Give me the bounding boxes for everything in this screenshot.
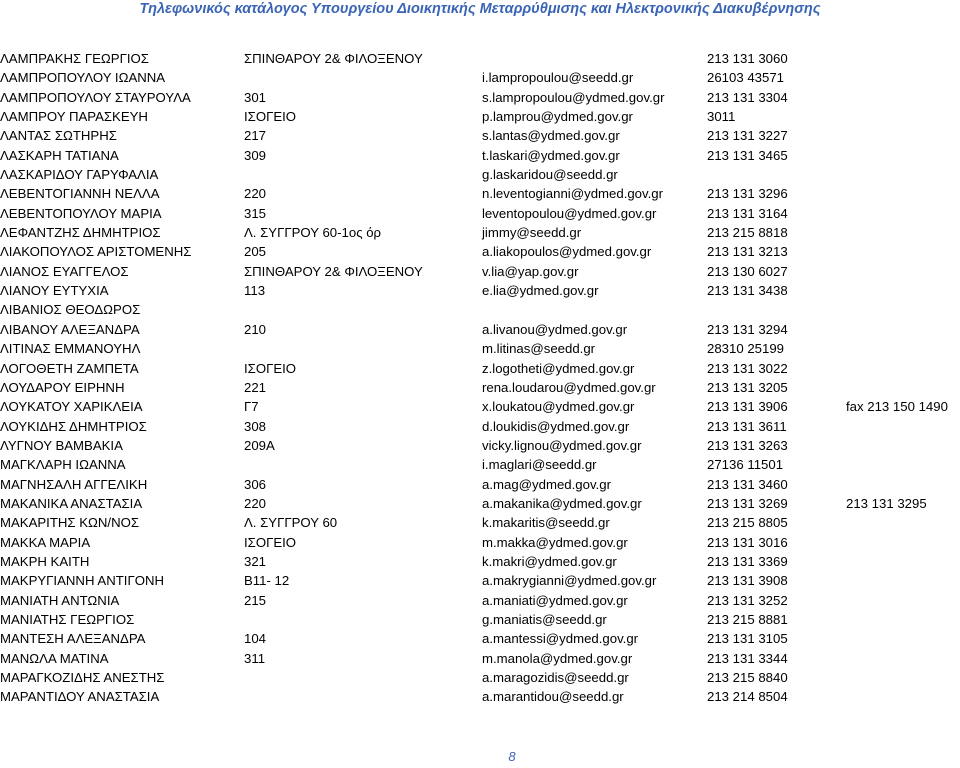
contact-office: 309 xyxy=(244,147,267,163)
contact-name: ΛΑΝΤΑΣ ΣΩΤΗΡΗΣ xyxy=(0,128,117,144)
contact-email: i.maglari@seedd.gr xyxy=(482,457,597,473)
contact-office: ΙΣΟΓΕΙΟ xyxy=(244,109,297,125)
table-row xyxy=(0,629,960,648)
contact-office: Λ. ΣΥΓΓΡΟΥ 60 xyxy=(244,515,338,531)
contact-phone: 26103 43571 xyxy=(707,70,785,86)
contact-phone: 213 131 3269 xyxy=(707,495,788,511)
contact-phone: 213 131 3369 xyxy=(707,553,788,569)
contact-name: ΜΑΚΡΥΓΙΑΝΝΗ ΑΝΤΙΓΟΝΗ xyxy=(0,573,165,589)
contact-email: z.logotheti@ydmed.gov.gr xyxy=(482,360,635,376)
table-row xyxy=(0,475,960,494)
contact-office: 210 xyxy=(244,321,267,337)
contact-phone: 213 215 8840 xyxy=(707,670,788,685)
table-row xyxy=(0,378,960,397)
contact-name: ΛΥΓΝΟΥ ΒΑΜΒΑΚΙΑ xyxy=(0,437,123,453)
contact-name: ΜΑΓΝΗΣΑΛΗ ΑΓΓΕΛΙΚΗ xyxy=(0,476,148,492)
contact-name: ΛΑΜΠΡΟΠΟΥΛΟΥ ΙΩΑΝΝΑ xyxy=(0,70,166,86)
contact-phone: 213 131 3296 xyxy=(707,186,788,202)
contact-phone: 213 215 8881 xyxy=(707,611,788,627)
contact-name: ΛΙΑΝΟΥ ΕΥΤΥΧΙΑ xyxy=(0,283,109,299)
contact-email: a.makrygianni@ydmed.gov.gr xyxy=(482,573,657,589)
table-row xyxy=(0,320,960,339)
table-row xyxy=(0,359,960,378)
table-row xyxy=(0,436,960,455)
contact-office: Γ7 xyxy=(244,399,259,415)
contact-name: ΛΙΑΚΟΠΟΥΛΟΣ ΑΡΙΣΤΟΜΕΝΗΣ xyxy=(0,244,192,260)
contact-phone: 3011 xyxy=(707,109,736,125)
contact-email: g.maniatis@seedd.gr xyxy=(482,611,607,627)
table-row xyxy=(0,262,960,281)
contact-office: 209Α xyxy=(244,437,275,453)
table-row xyxy=(0,146,960,165)
contact-office: 321 xyxy=(244,553,267,569)
contact-name: ΜΑΡΑΓΚΟΖΙΔΗΣ ΑΝΕΣΤΗΣ xyxy=(0,670,165,685)
contact-name: ΛΑΜΠΡΟΠΟΥΛΟΥ ΣΤΑΥΡΟΥΛΑ xyxy=(0,89,191,105)
contact-email: p.lamprou@ydmed.gov.gr xyxy=(482,109,633,125)
table-row xyxy=(0,591,960,610)
contact-name: ΛΟΓΟΘΕΤΗ ΖΑΜΠΕΤΑ xyxy=(0,360,139,376)
contact-email: a.mantessi@ydmed.gov.gr xyxy=(482,631,639,647)
contact-email: n.leventogianni@ydmed.gov.gr xyxy=(482,186,664,202)
contact-office: 113 xyxy=(244,283,266,299)
contact-office: 215 xyxy=(244,592,267,608)
contact-name: ΛΑΣΚΑΡΗ ΤΑΤΙΑΝΑ xyxy=(0,147,119,163)
contact-email: d.loukidis@ydmed.gov.gr xyxy=(482,418,630,434)
table-row xyxy=(0,165,960,184)
contact-phone: 213 214 8504 xyxy=(707,689,788,705)
contact-name: ΜΑΝΤΕΣΗ ΑΛΕΞΑΝΔΡΑ xyxy=(0,631,146,647)
contact-phone: 213 131 3105 xyxy=(707,631,788,647)
table-row xyxy=(0,649,960,668)
contact-name: ΛΙΑΝΟΣ ΕΥΑΓΓΕΛΟΣ xyxy=(0,263,129,279)
contact-phone: 213 215 8805 xyxy=(707,515,788,531)
contact-name: ΛΙΒΑΝΟΥ ΑΛΕΞΑΝΔΡΑ xyxy=(0,321,140,337)
contact-phone: 213 131 3611 xyxy=(707,418,787,434)
contact-email: k.makri@ydmed.gov.gr xyxy=(482,553,617,569)
contact-office: ΙΣΟΓΕΙΟ xyxy=(244,534,297,550)
table-row xyxy=(0,513,960,532)
contact-email: a.maragozidis@seedd.gr xyxy=(482,670,629,685)
contact-phone: 213 131 3213 xyxy=(707,244,788,260)
table-row xyxy=(0,184,960,203)
contact-email: m.makka@ydmed.gov.gr xyxy=(482,534,628,550)
contact-email: a.livanou@ydmed.gov.gr xyxy=(482,321,628,337)
page-header-title: Τηλεφωνικός κατάλογος Υπουργείου Διοικητικής Μεταρρύθμισης και Ηλεκτρονικής Διακυβέρνησης xyxy=(139,1,821,17)
contact-phone: 213 131 3022 xyxy=(707,360,788,376)
table-row xyxy=(0,49,960,68)
contact-phone: 213 131 3263 xyxy=(707,437,788,453)
contact-office: 104 xyxy=(244,631,267,647)
contact-name: ΜΑΚΡΗ ΚΑΙΤΗ xyxy=(0,553,90,569)
contact-name: ΜΑΓΚΛΑΡΗ ΙΩΑΝΝΑ xyxy=(0,457,126,473)
table-row xyxy=(0,397,960,416)
contact-phone: 27136 11501 xyxy=(707,457,784,473)
contact-email: a.makanika@ydmed.gov.gr xyxy=(482,495,642,511)
contact-extra-number: 213 131 3295 xyxy=(846,495,927,511)
table-row xyxy=(0,417,960,436)
table-row xyxy=(0,242,960,261)
contact-phone: 213 131 3465 xyxy=(707,147,788,163)
contact-phone: 213 131 3060 xyxy=(707,51,788,66)
contact-email: e.lia@ydmed.gov.gr xyxy=(482,283,599,299)
contact-email: s.lantas@ydmed.gov.gr xyxy=(482,128,620,144)
contact-name: ΛΕΒΕΝΤΟΓΙΑΝΝΗ ΝΕΛΛΑ xyxy=(0,186,160,202)
contact-phone: 213 215 8818 xyxy=(707,225,788,241)
table-row xyxy=(0,687,960,706)
contact-office: ΣΠΙΝΘΑΡΟΥ 2& ΦΙΛΟΞΕΝΟΥ xyxy=(244,51,423,66)
contact-email: t.laskari@ydmed.gov.gr xyxy=(482,147,620,163)
contact-phone: 213 131 3438 xyxy=(707,283,788,299)
contact-email: i.lampropoulou@seedd.gr xyxy=(482,70,634,86)
contact-name: ΜΑΚΚΑ ΜΑΡΙΑ xyxy=(0,534,91,550)
contact-office: 311 xyxy=(244,650,266,666)
contact-email: a.mag@ydmed.gov.gr xyxy=(482,476,611,492)
table-row xyxy=(0,668,960,687)
contact-name: ΜΑΡΑΝΤΙΔΟΥ ΑΝΑΣΤΑΣΙΑ xyxy=(0,689,160,705)
contact-phone: 213 131 3344 xyxy=(707,650,788,666)
table-row xyxy=(0,88,960,107)
table-row xyxy=(0,455,960,474)
contact-name: ΜΑΚΑΝΙΚΑ ΑΝΑΣΤΑΣΙΑ xyxy=(0,495,143,511)
table-row xyxy=(0,204,960,223)
contact-phone: 213 131 3205 xyxy=(707,379,788,395)
contact-email: g.laskaridou@seedd.gr xyxy=(482,167,618,183)
contact-name: ΛΟΥΔΑΡΟΥ ΕΙΡΗΝΗ xyxy=(0,379,125,395)
contact-email: k.makaritis@seedd.gr xyxy=(482,515,610,531)
contact-phone: 213 131 3227 xyxy=(707,128,788,144)
contact-office: 220 xyxy=(244,495,267,511)
phone-directory-table xyxy=(0,49,960,707)
table-row xyxy=(0,223,960,242)
contact-office: 220 xyxy=(244,186,267,202)
contact-email: a.maniati@ydmed.gov.gr xyxy=(482,592,628,608)
table-row xyxy=(0,68,960,87)
contact-name: ΛΙΒΑΝΙΟΣ ΘΕΟΔΩΡΟΣ xyxy=(0,302,141,318)
contact-email: jimmy@seedd.gr xyxy=(482,225,582,241)
contact-office: 308 xyxy=(244,418,267,434)
contact-office: 315 xyxy=(244,205,267,221)
contact-email: leventopoulou@ydmed.gov.gr xyxy=(482,205,657,221)
contact-name: ΛΕΒΕΝΤΟΠΟΥΛΟΥ ΜΑΡΙΑ xyxy=(0,205,162,221)
page-number: 8 xyxy=(508,749,516,764)
contact-name: ΜΑΚΑΡΙΤΗΣ ΚΩΝ/ΝΟΣ xyxy=(0,515,140,531)
contact-office: 306 xyxy=(244,476,267,492)
table-row xyxy=(0,281,960,300)
table-row xyxy=(0,339,960,358)
contact-phone: 213 131 3908 xyxy=(707,573,788,589)
contact-name: ΜΑΝΩΛΑ ΜΑΤΙΝΑ xyxy=(0,650,109,666)
contact-email: a.marantidou@seedd.gr xyxy=(482,689,624,705)
contact-phone: 213 131 3304 xyxy=(707,89,788,105)
contact-office: 205 xyxy=(244,244,267,260)
contact-email: rena.loudarou@ydmed.gov.gr xyxy=(482,379,656,395)
contact-email: m.litinas@seedd.gr xyxy=(482,341,596,357)
contact-name: ΛΟΥΚΙΔΗΣ ΔΗΜΗΤΡΙΟΣ xyxy=(0,418,147,434)
contact-name: ΜΑΝΙΑΤΗ ΑΝΤΩΝΙΑ xyxy=(0,592,120,608)
contact-office: ΣΠΙΝΘΑΡΟΥ 2& ΦΙΛΟΞΕΝΟΥ xyxy=(244,263,423,279)
contact-email: vicky.lignou@ydmed.gov.gr xyxy=(482,437,642,453)
contact-email: m.manola@ydmed.gov.gr xyxy=(482,650,633,666)
contact-email: x.loukatou@ydmed.gov.gr xyxy=(482,399,635,415)
contact-name: ΜΑΝΙΑΤΗΣ ΓΕΩΡΓΙΟΣ xyxy=(0,611,135,627)
contact-office: Λ. ΣΥΓΓΡΟΥ 60-1ος όρ xyxy=(244,225,382,241)
table-row xyxy=(0,533,960,552)
contact-office: Β11- 12 xyxy=(244,573,290,589)
contact-name: ΛΕΦΑΝΤΖΗΣ ΔΗΜΗΤΡΙΟΣ xyxy=(0,225,161,241)
table-row xyxy=(0,494,960,513)
table-row xyxy=(0,300,960,319)
table-row xyxy=(0,571,960,590)
contact-phone: 213 131 3460 xyxy=(707,476,788,492)
table-row xyxy=(0,552,960,571)
contact-phone: 213 131 3294 xyxy=(707,321,788,337)
table-row xyxy=(0,610,960,629)
contact-phone: 28310 25199 xyxy=(707,341,785,357)
contact-office: 221 xyxy=(244,379,267,395)
contact-office: 301 xyxy=(244,89,267,105)
contact-phone: 213 131 3906 xyxy=(707,399,788,415)
contact-name: ΛΑΜΠΡΑΚΗΣ ΓΕΩΡΓΙΟΣ xyxy=(0,51,149,66)
table-row xyxy=(0,107,960,126)
contact-phone: 213 131 3164 xyxy=(707,205,788,221)
table-row xyxy=(0,126,960,145)
contact-office: ΙΣΟΓΕΙΟ xyxy=(244,360,297,376)
contact-phone: 213 130 6027 xyxy=(707,263,788,279)
contact-name: ΛΟΥΚΑΤΟΥ ΧΑΡΙΚΛΕΙΑ xyxy=(0,399,143,415)
contact-name: ΛΑΣΚΑΡΙΔΟΥ ΓΑΡΥΦΑΛΙΑ xyxy=(0,167,159,183)
contact-phone: 213 131 3016 xyxy=(707,534,788,550)
contact-email: a.liakopoulos@ydmed.gov.gr xyxy=(482,244,652,260)
contact-name: ΛΙΤΙΝΑΣ ΕΜΜΑΝΟΥΗΛ xyxy=(0,341,141,357)
contact-phone: 213 131 3252 xyxy=(707,592,788,608)
contact-email: v.lia@yap.gov.gr xyxy=(482,263,579,279)
contact-office: 217 xyxy=(244,128,267,144)
contact-extra-number: fax 213 150 1490 xyxy=(846,399,948,415)
contact-email: s.lampropoulou@ydmed.gov.gr xyxy=(482,89,665,105)
contact-name: ΛΑΜΠΡΟΥ ΠΑΡΑΣΚΕΥΗ xyxy=(0,109,148,125)
